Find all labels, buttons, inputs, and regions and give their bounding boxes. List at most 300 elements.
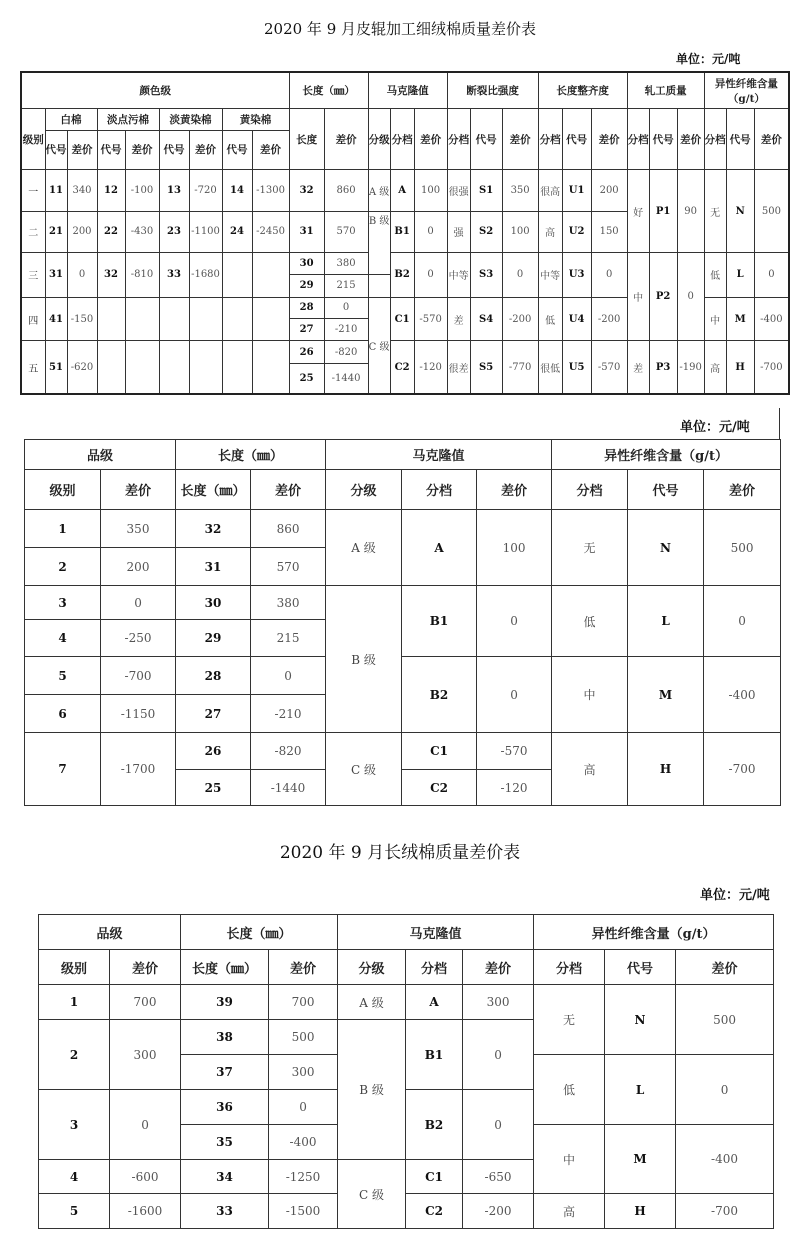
header-ls-code: 代号 [97,130,125,170]
ff-diff-cell: 0 [754,252,789,297]
ff-code-cell: L [628,586,704,657]
grade-cell: 5 [25,657,101,695]
mic-class-cell: A 级 [338,985,406,1020]
str-tier-cell: 很差 [447,341,470,394]
code-cell: 11 [45,170,67,212]
gin-tier-cell: 好 [627,170,649,253]
table-row [25,733,781,770]
code-cell: 21 [45,212,67,253]
header-grade-group: 品级 [39,915,181,950]
empty-cell [222,341,252,394]
code-cell: 32 [97,252,125,297]
ff-diff-cell: 500 [676,985,774,1055]
length-diff-cell: 500 [269,1020,338,1055]
mic-diff-cell: 0 [414,252,447,297]
ff-code-cell: N [605,985,676,1055]
str-tier-cell: 差 [447,297,470,341]
header-grade: 级别 [21,109,45,170]
length-diff-cell: -820 [324,341,368,363]
grade-cell: 6 [25,695,101,733]
mic-diff-cell: 0 [463,1090,534,1160]
gin-diff-cell: 90 [677,170,704,253]
grade-diff-cell: -700 [101,657,176,695]
mic-diff-cell: 0 [477,586,552,657]
diff-cell: -2450 [252,212,289,253]
table2-price-diff [24,439,781,806]
header-row-1 [21,72,789,109]
header-white: 白棉 [45,109,97,130]
uni-code-cell: U2 [562,212,591,253]
str-code-cell: S4 [470,297,502,341]
header-uniformity: 长度整齐度 [538,72,627,109]
empty-cell [159,341,189,394]
header-foreign-group: 异性纤维含量（g/t） [552,440,781,470]
empty-cell [125,297,159,341]
header-mic-group: 马克隆值 [338,915,534,950]
code-cell: 13 [159,170,189,212]
gin-code-cell: P3 [649,341,677,394]
diff-cell: 0 [67,252,97,297]
ff-diff-cell: 500 [704,510,781,586]
length-cell: 28 [176,657,251,695]
length-cell: 38 [181,1020,269,1055]
header-gin-code: 代号 [649,109,677,170]
length-diff-cell: 570 [324,212,368,253]
mic-diff-cell: -570 [477,733,552,770]
ff-code-cell: M [628,657,704,733]
grade-cell: 五 [21,341,45,394]
mic-tier-cell: B1 [390,212,414,253]
code-cell [222,252,252,297]
header-mic-class: 分级 [338,950,406,985]
grade-cell: 4 [39,1160,110,1194]
header-ff-diff: 差价 [754,109,789,170]
table1-title: 2020 年 9 月皮辊加工细绒棉质量差价表 [263,20,537,38]
table-row [39,1194,774,1229]
header-length: 长度（㎜） [289,72,368,109]
length-cell: 36 [181,1090,269,1125]
ff-tier-cell: 无 [704,170,726,253]
diff-cell: 340 [67,170,97,212]
length-diff-cell: 860 [324,170,368,212]
diff-cell: -1100 [189,212,222,253]
mic-tier-cell: B2 [406,1090,463,1160]
gin-tier-cell: 差 [627,341,649,394]
str-code-cell: S5 [470,341,502,394]
header-mic-class: 分级 [326,470,402,510]
mic-tier-cell: C1 [390,297,414,341]
str-diff-cell: -200 [502,297,538,341]
header-light-spotted: 淡点污棉 [97,109,159,130]
ff-code-cell: N [628,510,704,586]
str-diff-cell: 100 [502,212,538,253]
length-diff-cell: -1500 [269,1194,338,1229]
length-cell: 35 [181,1125,269,1160]
ff-tier-cell: 中 [552,657,628,733]
diff-cell: -100 [125,170,159,212]
header-ginning: 轧工质量 [627,72,704,109]
length-cell: 26 [289,341,324,363]
uni-tier-cell: 低 [538,297,562,341]
mic-diff-cell: 0 [477,657,552,733]
mic-tier-cell: C1 [406,1160,463,1194]
length-diff-cell: -1440 [324,363,368,394]
header-length-sub: 长度 [289,109,324,170]
uni-diff-cell: 200 [591,170,627,212]
uni-code-cell: U1 [562,170,591,212]
length-diff-cell: -1440 [251,770,326,806]
header-grade-diff: 差价 [101,470,176,510]
header-row-1 [25,440,781,470]
length-diff-cell: 215 [324,275,368,297]
uni-code-cell: U5 [562,341,591,394]
header-ff-code: 代号 [726,109,754,170]
grade-cell: 1 [39,985,110,1020]
ff-code-cell: H [628,733,704,806]
grade-cell: 三 [21,252,45,297]
empty-cell [189,341,222,394]
divider-line [779,408,780,440]
ff-code-cell: L [605,1055,676,1125]
grade-cell: 一 [21,170,45,212]
length-cell: 39 [181,985,269,1020]
mic-tier-cell: A [390,170,414,212]
header-foreign-group: 异性纤维含量（g/t） [534,915,774,950]
table3-long-staple [38,914,774,1229]
header-ff-diff: 差价 [676,950,774,985]
header-foreign-fiber: 异性纤维含量（g/t） [704,72,789,109]
header-length-diff: 差价 [269,950,338,985]
length-cell: 37 [181,1055,269,1090]
empty-cell [252,297,289,341]
length-diff-cell: 380 [324,252,368,274]
uni-tier-cell: 很低 [538,341,562,394]
gin-code-cell: P1 [649,170,677,253]
grade-cell: 5 [39,1194,110,1229]
ff-tier-cell: 高 [704,341,726,394]
ff-diff-cell: -400 [676,1125,774,1194]
str-code-cell: S2 [470,212,502,253]
header-uni-diff: 差价 [591,109,627,170]
header-mic-tier: 分档 [402,470,477,510]
header-ff-tier: 分档 [534,950,605,985]
header-str-code: 代号 [470,109,502,170]
mic-tier-cell: C2 [406,1194,463,1229]
uni-diff-cell: -570 [591,341,627,394]
grade-diff-cell: -1700 [101,733,176,806]
gin-tier-cell: 中 [627,252,649,341]
length-cell: 26 [176,733,251,770]
length-diff-cell: 0 [324,297,368,318]
header-gin-tier: 分档 [627,109,649,170]
diff-cell: -1680 [189,252,222,297]
mic-diff-cell: -120 [414,341,447,394]
mic-tier-cell: A [402,510,477,586]
length-cell: 28 [289,297,324,318]
grade-diff-cell: 700 [110,985,181,1020]
length-cell: 32 [176,510,251,548]
ff-tier-cell: 无 [534,985,605,1055]
header-grade: 级别 [25,470,101,510]
header-micronaire: 马克隆值 [368,72,447,109]
empty-cell [125,341,159,394]
length-cell: 34 [181,1160,269,1194]
uni-tier-cell: 高 [538,212,562,253]
ff-diff-cell: 500 [754,170,789,253]
uni-diff-cell: 150 [591,212,627,253]
mic-diff-cell: 0 [414,212,447,253]
ff-tier-cell: 中 [704,297,726,341]
length-diff-cell: 380 [251,586,326,620]
uni-diff-cell: 0 [591,252,627,297]
code-cell: 12 [97,170,125,212]
length-cell: 25 [176,770,251,806]
mic-class-cell: B 级 [368,212,390,275]
header-y-code: 代号 [222,130,252,170]
mic-tier-cell: B2 [390,252,414,297]
mic-diff-cell: 0 [463,1020,534,1090]
grade-diff-cell: 0 [101,586,176,620]
mic-class-cell: C 级 [338,1160,406,1229]
ff-tier-cell: 低 [534,1055,605,1125]
length-cell: 30 [289,252,324,274]
length-diff-cell: 570 [251,548,326,586]
ff-tier-cell: 低 [704,252,726,297]
length-cell: 30 [176,586,251,620]
str-tier-cell: 中等 [447,252,470,297]
diff-cell: -810 [125,252,159,297]
length-cell: 31 [289,212,324,253]
grade-cell: 3 [39,1090,110,1160]
mic-diff-cell: 100 [477,510,552,586]
header-mic-diff: 差价 [463,950,534,985]
grade-diff-cell: 200 [101,548,176,586]
table-row [21,170,789,212]
length-diff-cell: 0 [251,657,326,695]
empty-cell [159,297,189,341]
length-cell: 27 [289,319,324,341]
code-cell: 14 [222,170,252,212]
grade-diff-cell: 0 [110,1090,181,1160]
header-mic-diff: 差价 [477,470,552,510]
mic-tier-cell: B2 [402,657,477,733]
header-yellow: 黄染棉 [222,109,289,130]
grade-cell: 7 [25,733,101,806]
ff-diff-cell: -700 [754,341,789,394]
str-tier-cell: 很强 [447,170,470,212]
code-cell: 31 [45,252,67,297]
mic-class-cell: A 级 [368,170,390,212]
length-diff-cell: 215 [251,620,326,657]
table-row [21,252,789,274]
code-cell: 41 [45,297,67,341]
ff-code-cell: L [726,252,754,297]
diff-cell: 200 [67,212,97,253]
table-row [25,586,781,620]
header-ly-diff: 差价 [189,130,222,170]
length-cell: 33 [181,1194,269,1229]
uni-code-cell: U3 [562,252,591,297]
header-ff-tier: 分档 [704,109,726,170]
header-mic-diff: 差价 [414,109,447,170]
ff-code-cell: H [726,341,754,394]
ff-diff-cell: -400 [754,297,789,341]
code-cell: 22 [97,212,125,253]
str-diff-cell: -770 [502,341,538,394]
length-cell: 29 [289,275,324,297]
str-tier-cell: 强 [447,212,470,253]
grade-diff-cell: -250 [101,620,176,657]
header-ls-diff: 差价 [125,130,159,170]
header-grade-group: 品级 [25,440,176,470]
empty-cell [189,297,222,341]
mic-tier-cell: C2 [402,770,477,806]
header-white-code: 代号 [45,130,67,170]
header-strength: 断裂比强度 [447,72,538,109]
header-length-diff: 差价 [324,109,368,170]
ff-tier-cell: 中 [534,1125,605,1194]
mic-diff-cell: -120 [477,770,552,806]
table-row [39,985,774,1020]
length-diff-cell: 0 [269,1090,338,1125]
length-diff-cell: -400 [269,1125,338,1160]
grade-diff-cell: -1600 [110,1194,181,1229]
grade-cell: 2 [39,1020,110,1090]
grade-diff-cell: -1150 [101,695,176,733]
header-gin-diff: 差价 [677,109,704,170]
ff-diff-cell: 0 [704,586,781,657]
length-diff-cell: 860 [251,510,326,548]
header-mic-group: 马克隆值 [326,440,552,470]
table1-fine-cotton [20,71,790,395]
ff-code-cell: M [726,297,754,341]
uni-tier-cell: 很高 [538,170,562,212]
code-cell: 33 [159,252,189,297]
header-length: 长度（㎜） [176,470,251,510]
table2-unit: 单位：元/吨 [680,420,750,435]
ff-tier-cell: 无 [552,510,628,586]
str-diff-cell: 350 [502,170,538,212]
ff-tier-cell: 高 [534,1194,605,1229]
header-y-diff: 差价 [252,130,289,170]
table1-unit: 单位：元/吨 [676,52,741,66]
header-grade-diff: 差价 [110,950,181,985]
mic-class-cell: C 级 [326,733,402,806]
table-row [21,341,789,363]
grade-cell: 四 [21,297,45,341]
diff-cell: -720 [189,170,222,212]
grade-cell: 3 [25,586,101,620]
mic-diff-cell: 100 [414,170,447,212]
grade-cell: 二 [21,212,45,253]
length-diff-cell: -820 [251,733,326,770]
grade-diff-cell: 350 [101,510,176,548]
header-row-2 [21,109,789,130]
header-ff-diff: 差价 [704,470,781,510]
header-uni-tier: 分档 [538,109,562,170]
table-row [25,657,781,695]
header-row-1 [39,915,774,950]
diff-cell: -150 [67,297,97,341]
header-uni-code: 代号 [562,109,591,170]
mic-tier-cell: B1 [402,586,477,657]
header-row-2 [25,470,781,510]
mic-diff-cell: -650 [463,1160,534,1194]
str-code-cell: S1 [470,170,502,212]
header-ff-tier: 分档 [552,470,628,510]
header-mic-tier: 分档 [406,950,463,985]
ff-diff-cell: 0 [676,1055,774,1125]
ff-diff-cell: -400 [704,657,781,733]
header-length-diff: 差价 [251,470,326,510]
header-light-yellow: 淡黄染棉 [159,109,222,130]
gin-diff-cell: 0 [677,252,704,341]
diff-cell: -1300 [252,170,289,212]
length-cell: 31 [176,548,251,586]
table3-title: 2020 年 9 月长绒棉质量差价表 [279,843,521,863]
ff-diff-cell: -700 [704,733,781,806]
header-ff-code: 代号 [605,950,676,985]
length-cell: 29 [176,620,251,657]
grade-cell: 4 [25,620,101,657]
mic-class-cell: A 级 [326,510,402,586]
length-diff-cell: 700 [269,985,338,1020]
mic-diff-cell: 300 [463,985,534,1020]
code-cell: 24 [222,212,252,253]
empty-cell [97,297,125,341]
str-diff-cell: 0 [502,252,538,297]
header-white-diff: 差价 [67,130,97,170]
ff-tier-cell: 低 [552,586,628,657]
length-diff-cell: 300 [269,1055,338,1090]
ff-code-cell: N [726,170,754,253]
gin-diff-cell: -190 [677,341,704,394]
mic-diff-cell: -570 [414,297,447,341]
length-cell: 25 [289,363,324,394]
uni-diff-cell: -200 [591,297,627,341]
header-ly-code: 代号 [159,130,189,170]
header-length-group: 长度（㎜） [176,440,326,470]
empty-cell [252,341,289,394]
header-color-grade: 颜色级 [21,72,289,109]
header-row-2 [39,950,774,985]
header-length-group: 长度（㎜） [181,915,338,950]
ff-code-cell: M [605,1125,676,1194]
header-grade: 级别 [39,950,110,985]
diff-cell [252,252,289,297]
table-row [25,510,781,548]
mic-class-cell: C 级 [368,297,390,394]
mic-tier-cell: B1 [406,1020,463,1090]
mic-diff-cell: -200 [463,1194,534,1229]
header-str-diff: 差价 [502,109,538,170]
mic-tier-cell: A [406,985,463,1020]
grade-cell: 2 [25,548,101,586]
code-cell: 23 [159,212,189,253]
mic-class-cell: B 级 [338,1020,406,1160]
table3-unit: 单位：元/吨 [700,888,770,903]
header-mic-class: 分级 [368,109,390,170]
empty-cell [97,341,125,394]
length-diff-cell: -210 [251,695,326,733]
diff-cell: -620 [67,341,97,394]
uni-code-cell: U4 [562,297,591,341]
uni-tier-cell: 中等 [538,252,562,297]
gin-code-cell: P2 [649,252,677,341]
length-cell: 32 [289,170,324,212]
grade-diff-cell: 300 [110,1020,181,1090]
ff-tier-cell: 高 [552,733,628,806]
